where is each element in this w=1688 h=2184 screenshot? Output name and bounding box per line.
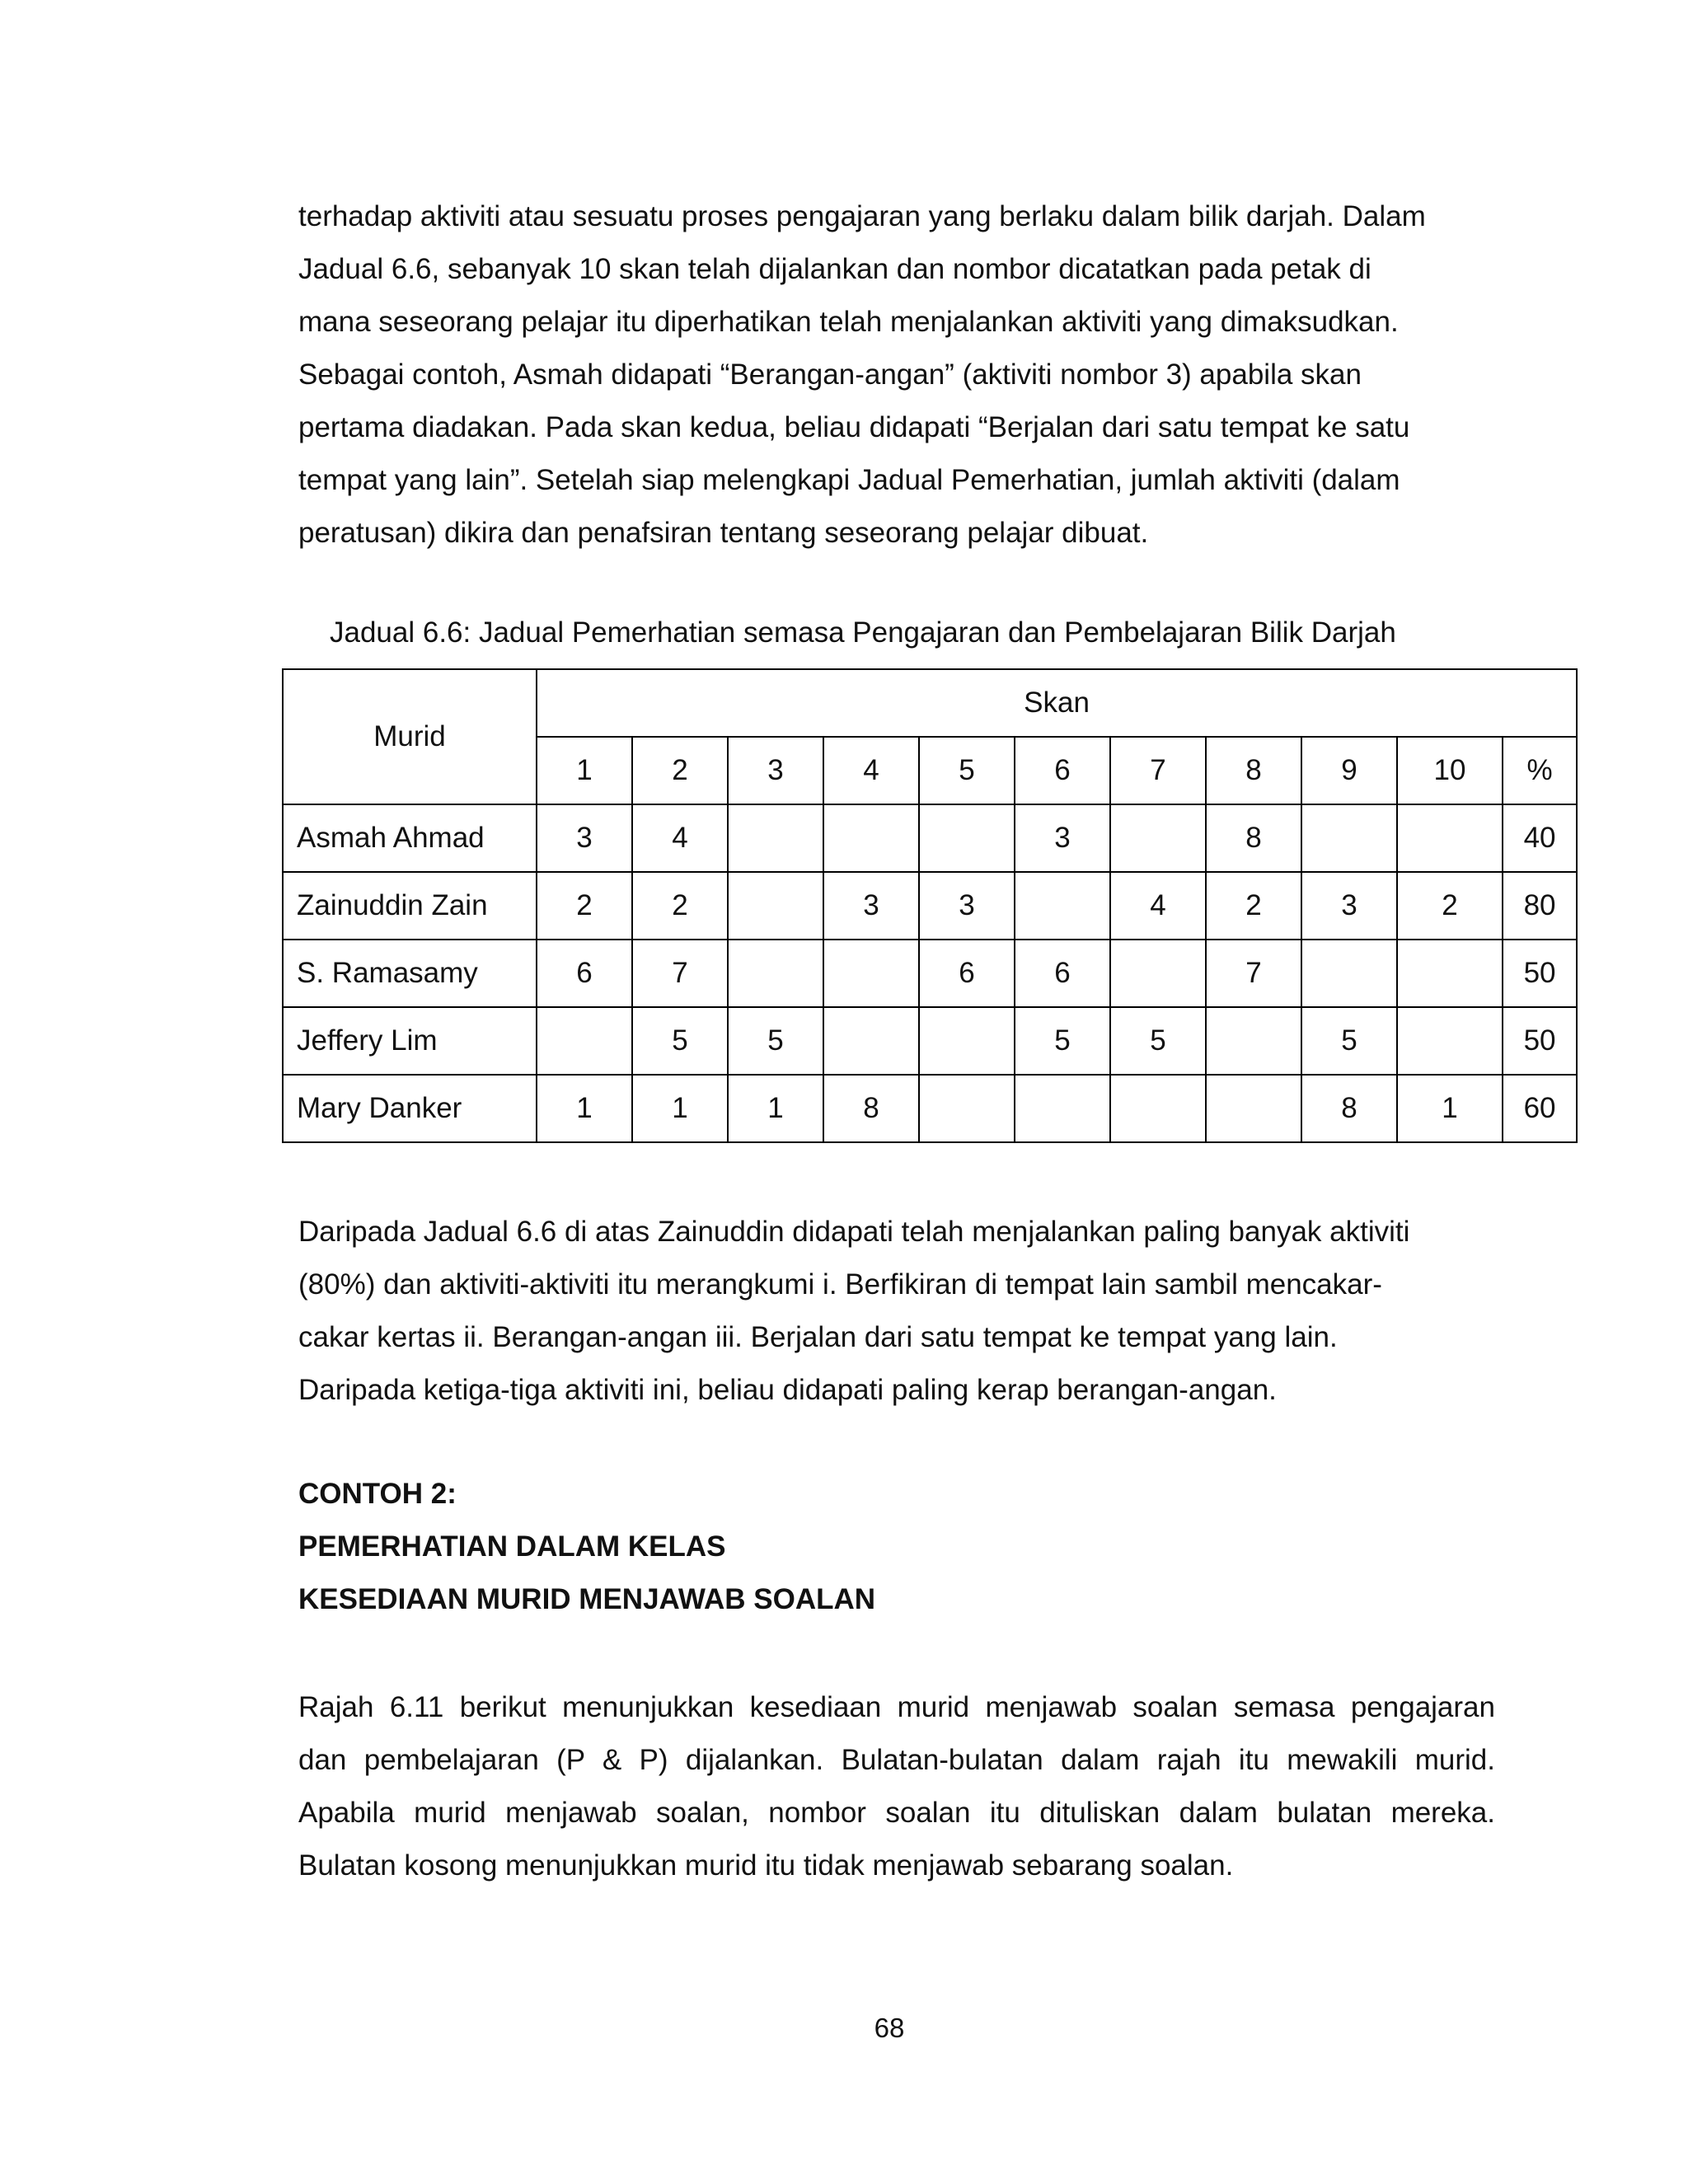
table-row	[283, 1075, 1577, 1142]
table-cell: 5	[728, 1007, 823, 1075]
table-cell: 6	[919, 940, 1015, 1007]
intro-line: tempat yang lain”. Setelah siap melengkapi Jadual Pemerhatian, jumlah aktiviti (dalam	[298, 464, 1400, 496]
table-cell	[1397, 940, 1503, 1007]
skan-header: Skan	[537, 669, 1577, 737]
table-cell	[728, 872, 823, 940]
table-cell: 7	[1206, 940, 1301, 1007]
table-cell	[919, 804, 1015, 872]
page-number: 68	[874, 2013, 905, 2043]
table-cell: 8	[823, 1075, 919, 1142]
column-header: 5	[919, 737, 1015, 804]
column-header: 2	[632, 737, 728, 804]
table-cell: 8	[1206, 804, 1301, 872]
table-row	[283, 940, 1577, 1007]
student-name: S. Ramasamy	[283, 940, 537, 1007]
percent-cell: 50	[1503, 940, 1577, 1007]
intro-line: terhadap aktiviti atau sesuatu proses pengajaran yang berlaku dalam bilik darjah. Dalam	[298, 200, 1426, 232]
heading-line: CONTOH 2:	[298, 1478, 457, 1510]
analysis-paragraph	[298, 1206, 1495, 1417]
table-cell: 1	[1397, 1075, 1503, 1142]
table-row	[283, 872, 1577, 940]
table-cell	[823, 804, 919, 872]
table-cell: 5	[1015, 1007, 1110, 1075]
analysis-line: Daripada Jadual 6.6 di atas Zainuddin didapati telah menjalankan paling banyak aktiviti	[298, 1216, 1410, 1248]
table-cell	[537, 1007, 632, 1075]
percent-cell: 60	[1503, 1075, 1577, 1142]
table-cell: 4	[632, 804, 728, 872]
table-cell	[1301, 940, 1397, 1007]
table-cell: 5	[1301, 1007, 1397, 1075]
table-cell: 2	[1397, 872, 1503, 940]
analysis-line: cakar kertas ii. Berangan-angan iii. Berjalan dari satu tempat ke tempat yang lain.	[298, 1321, 1338, 1353]
student-name: Zainuddin Zain	[283, 872, 537, 940]
intro-line: Jadual 6.6, sebanyak 10 skan telah dijalankan dan nombor dicatatkan pada petak di	[298, 253, 1372, 285]
table-cell	[919, 1007, 1015, 1075]
student-name: Asmah Ahmad	[283, 804, 537, 872]
table-cell	[728, 804, 823, 872]
percent-cell: 40	[1503, 804, 1577, 872]
table-cell: 4	[1110, 872, 1206, 940]
table-cell: 6	[1015, 940, 1110, 1007]
table-cell: 1	[728, 1075, 823, 1142]
column-header: 10	[1397, 737, 1503, 804]
student-name: Mary Danker	[283, 1075, 537, 1142]
intro-line: pertama diadakan. Pada skan kedua, beliau didapati “Berjalan dari satu tempat ke satu	[298, 411, 1410, 443]
heading-line: KESEDIAAN MURID MENJAWAB SOALAN	[298, 1583, 876, 1615]
closing-line: Bulatan kosong menunjukkan murid itu tidak menjawab sebarang soalan.	[298, 1849, 1234, 1882]
table-cell	[1206, 1007, 1301, 1075]
table-cell: 3	[1301, 872, 1397, 940]
table-caption: Jadual 6.6: Jadual Pemerhatian semasa Pengajaran dan Pembelajaran Bilik Darjah	[330, 616, 1396, 649]
table-cell	[728, 940, 823, 1007]
intro-line: mana seseorang pelajar itu diperhatikan telah menjalankan aktiviti yang dimaksudkan.	[298, 306, 1399, 338]
section-heading	[298, 1468, 875, 1626]
table-cell	[823, 1007, 919, 1075]
percent-header: %	[1503, 737, 1577, 804]
closing-line: Apabila murid menjawab soalan, nombor soalan itu dituliskan dalam bulatan mereka.	[298, 1797, 1495, 1829]
column-header: 7	[1110, 737, 1206, 804]
intro-line: peratusan) dikira dan penafsiran tentang seseorang pelajar dibuat.	[298, 517, 1149, 549]
percent-cell: 80	[1503, 872, 1577, 940]
analysis-line: (80%) dan aktiviti-aktiviti itu merangkumi i. Berfikiran di tempat lain sambil mencakar-	[298, 1268, 1382, 1301]
table-header-row	[283, 669, 1577, 737]
table-cell: 3	[1015, 804, 1110, 872]
table-cell	[823, 940, 919, 1007]
percent-cell: 50	[1503, 1007, 1577, 1075]
table-cell: 3	[537, 804, 632, 872]
table-cell	[1015, 872, 1110, 940]
table-cell	[1110, 940, 1206, 1007]
table-cell: 7	[632, 940, 728, 1007]
closing-line: Rajah 6.11 berikut menunjukkan kesediaan murid menjawab soalan semasa pengajaran	[298, 1691, 1495, 1723]
table-cell: 1	[632, 1075, 728, 1142]
analysis-line: Daripada ketiga-tiga aktiviti ini, beliau didapati paling kerap berangan-angan.	[298, 1374, 1277, 1406]
table-cell	[1397, 1007, 1503, 1075]
intro-paragraph	[298, 190, 1495, 560]
table-row	[283, 804, 1577, 872]
table-cell: 8	[1301, 1075, 1397, 1142]
table-cell: 3	[823, 872, 919, 940]
table-cell	[1301, 804, 1397, 872]
heading-line: PEMERHATIAN DALAM KELAS	[298, 1530, 726, 1563]
column-header: 8	[1206, 737, 1301, 804]
closing-line: dan pembelajaran (P & P) dijalankan. Bulatan-bulatan dalam rajah itu mewakili murid.	[298, 1744, 1495, 1776]
table-cell	[1206, 1075, 1301, 1142]
column-header: 4	[823, 737, 919, 804]
column-header: 6	[1015, 737, 1110, 804]
observation-table	[282, 668, 1578, 1143]
table-cell	[919, 1075, 1015, 1142]
murid-header: Murid	[283, 669, 537, 804]
table-cell	[1110, 1075, 1206, 1142]
student-name: Jeffery Lim	[283, 1007, 537, 1075]
table-cell	[1110, 804, 1206, 872]
table-cell: 1	[537, 1075, 632, 1142]
table-cell: 5	[632, 1007, 728, 1075]
column-header: 1	[537, 737, 632, 804]
column-header: 9	[1301, 737, 1397, 804]
table-cell: 2	[537, 872, 632, 940]
column-header: 3	[728, 737, 823, 804]
table-cell: 6	[537, 940, 632, 1007]
table-row	[283, 1007, 1577, 1075]
intro-line: Sebagai contoh, Asmah didapati “Berangan-angan” (aktiviti nombor 3) apabila skan	[298, 359, 1362, 391]
table-cell: 2	[632, 872, 728, 940]
table-cell	[1397, 804, 1503, 872]
table-cell: 3	[919, 872, 1015, 940]
closing-paragraph	[298, 1681, 1495, 1892]
table-cell: 2	[1206, 872, 1301, 940]
table-cell	[1015, 1075, 1110, 1142]
table-cell: 5	[1110, 1007, 1206, 1075]
